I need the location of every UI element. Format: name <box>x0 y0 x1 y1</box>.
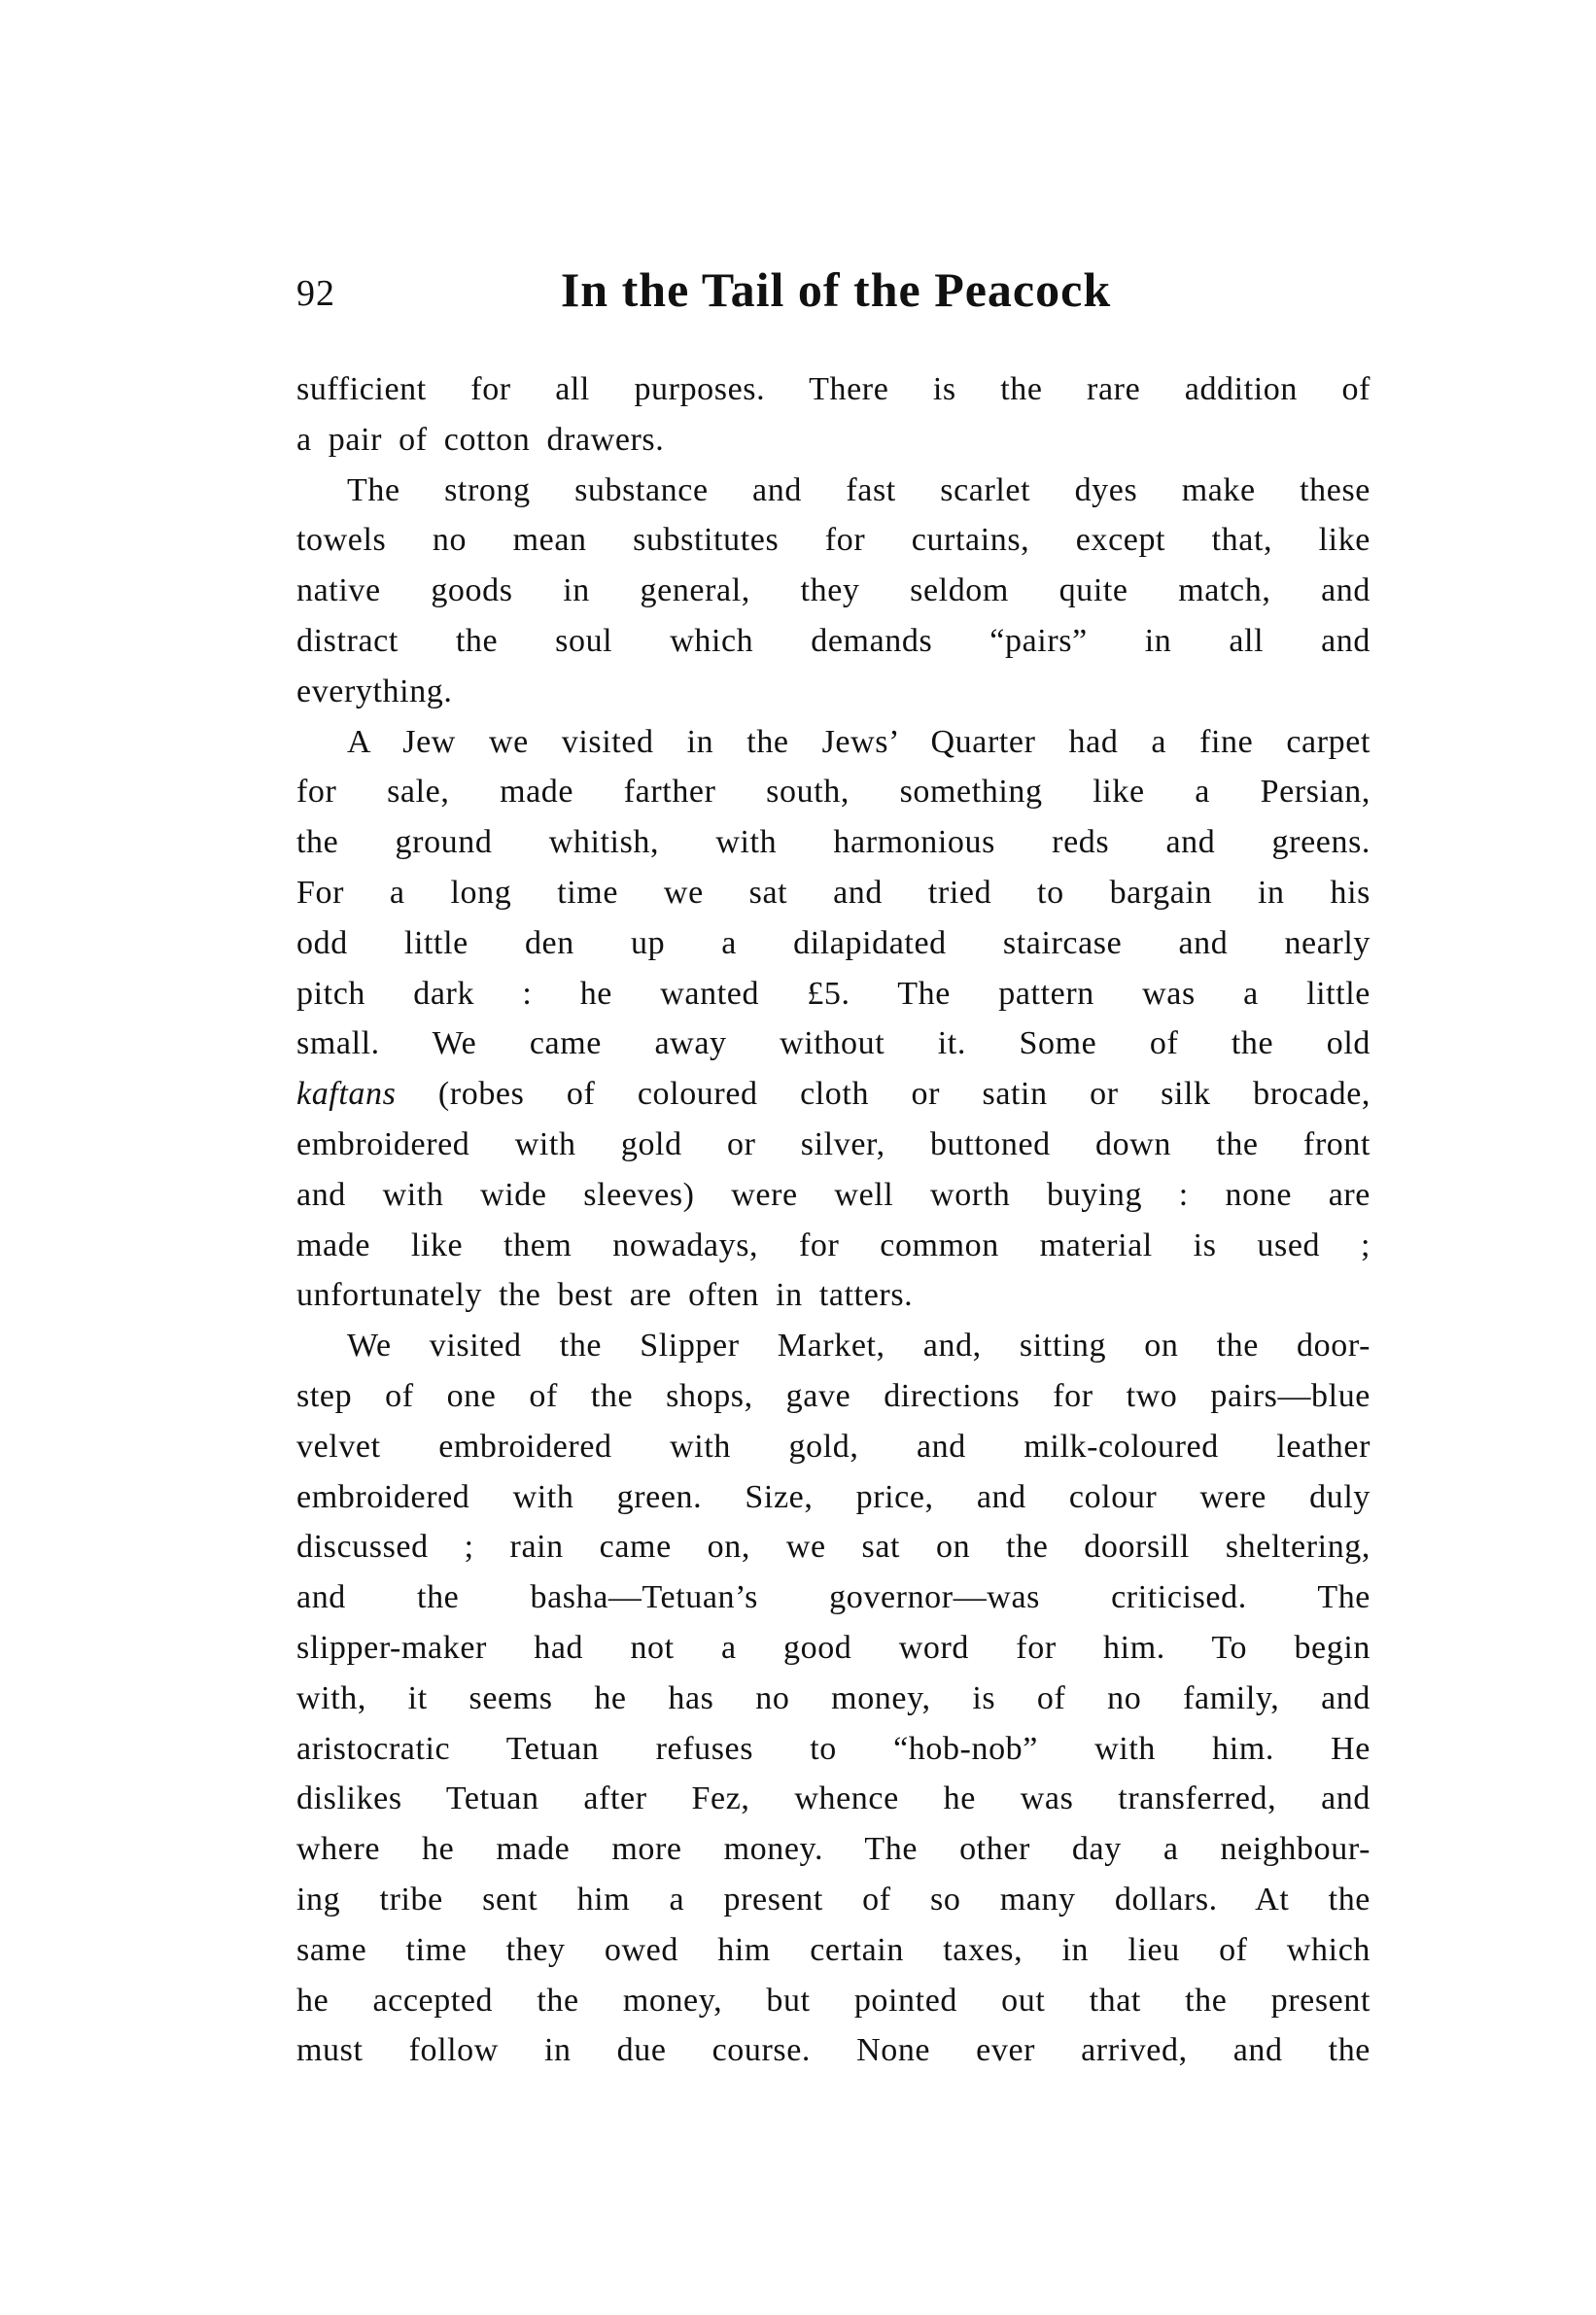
line-text: A Jew we visited in the Jews’ Quarter had a fine carpet <box>347 723 1370 760</box>
line-text: unfortunately the best are often in tatters. <box>296 1277 914 1314</box>
text-line <box>296 1270 1370 1321</box>
line-text: and with wide sleeves) were well worth buying : none are <box>296 1176 1370 1213</box>
line-text: aristocratic Tetuan refuses to “hob-nob” with him. He <box>296 1730 1370 1767</box>
line-text: discussed ; rain came on, we sat on the doorsill sheltering, <box>296 1529 1370 1566</box>
line-text: a pair of cotton drawers. <box>296 421 665 458</box>
text-line <box>296 1371 1370 1422</box>
text-line <box>296 616 1370 667</box>
italic-term: kaftans <box>296 1076 397 1113</box>
line-text: step of one of the shops, gave directions for two pairs—blue <box>296 1377 1370 1414</box>
text-line <box>296 1824 1370 1875</box>
line-text: native goods in general, they seldom quite match, and <box>296 572 1370 609</box>
text-line <box>296 1774 1370 1824</box>
line-text: and the basha—Tetuan’s governor—was criticised. The <box>296 1579 1370 1616</box>
line-text: (robes of coloured cloth or satin or silk brocade, <box>396 1076 1370 1113</box>
text-line <box>296 466 1370 516</box>
line-text: the ground whitish, with harmonious reds and greens. <box>296 824 1370 861</box>
text-line <box>296 1321 1370 1371</box>
line-text: for sale, made farther south, something like a Persian, <box>296 774 1370 811</box>
text-line <box>296 1170 1370 1221</box>
text-line <box>296 2025 1370 2076</box>
line-text: ing tribe sent him a present of so many dollars. At the <box>296 1881 1370 1918</box>
line-text: where he made more money. The other day a neighbour- <box>296 1831 1370 1868</box>
text-line <box>296 1724 1370 1775</box>
running-head <box>296 260 1370 319</box>
text-line <box>296 415 1370 466</box>
text-line <box>296 1069 1370 1120</box>
line-text: made like them nowadays, for common material is used ; <box>296 1227 1370 1263</box>
line-text: embroidered with gold or silver, buttoned down the front <box>296 1125 1370 1162</box>
line-text: he accepted the money, but pointed out that the present <box>296 1982 1370 2019</box>
text-line <box>296 566 1370 616</box>
text-line <box>296 1976 1370 2026</box>
text-line <box>296 1221 1370 1271</box>
text-line <box>296 1422 1370 1472</box>
text-line <box>296 1925 1370 1976</box>
line-text: velvet embroidered with gold, and milk-coloured leather <box>296 1428 1370 1465</box>
text-line <box>296 1875 1370 1925</box>
line-text: with, it seems he has no money, is of no family, and <box>296 1679 1370 1716</box>
line-text: same time they owed him certain taxes, in lieu of which <box>296 1931 1370 1968</box>
text-line <box>296 969 1370 1019</box>
line-text: everything. <box>296 673 453 709</box>
line-text: For a long time we sat and tried to bargain in his <box>296 874 1370 911</box>
text-line <box>296 1623 1370 1674</box>
line-text: towels no mean substitutes for curtains, except that, like <box>296 522 1370 559</box>
text-line <box>296 515 1370 566</box>
line-text: dislikes Tetuan after Fez, whence he was transferred, and <box>296 1780 1370 1817</box>
text-line <box>296 918 1370 969</box>
text-line <box>296 817 1370 868</box>
text-line <box>296 667 1370 717</box>
line-text: small. We came away without it. Some of the old <box>296 1025 1370 1062</box>
text-line <box>296 1019 1370 1069</box>
text-line <box>296 1572 1370 1623</box>
text-line <box>296 1522 1370 1572</box>
text-line <box>296 868 1370 918</box>
body-text <box>296 364 1370 2076</box>
line-text: distract the soul which demands “pairs” in all and <box>296 622 1370 659</box>
text-line <box>296 717 1370 768</box>
line-text: embroidered with green. Size, price, and colour were duly <box>296 1478 1370 1515</box>
line-text: We visited the Slipper Market, and, sitting on the door- <box>347 1328 1370 1365</box>
text-line <box>296 1472 1370 1523</box>
text-line <box>296 1674 1370 1724</box>
line-text: The strong substance and fast scarlet dyes make these <box>347 471 1370 508</box>
line-text: pitch dark : he wanted £5. The pattern was a little <box>296 975 1370 1012</box>
text-line <box>296 1120 1370 1170</box>
running-title: In the Tail of the Peacock <box>560 262 1112 317</box>
text-line <box>296 767 1370 817</box>
line-text: odd little den up a dilapidated staircase and nearly <box>296 924 1370 961</box>
page-number: 92 <box>296 273 335 314</box>
line-text: slipper-maker had not a good word for him. To begin <box>296 1629 1370 1666</box>
line-text: must follow in due course. None ever arrived, and the <box>296 2032 1370 2069</box>
text-line <box>296 364 1370 415</box>
line-text: sufficient for all purposes. There is the rare addition of <box>296 371 1370 407</box>
